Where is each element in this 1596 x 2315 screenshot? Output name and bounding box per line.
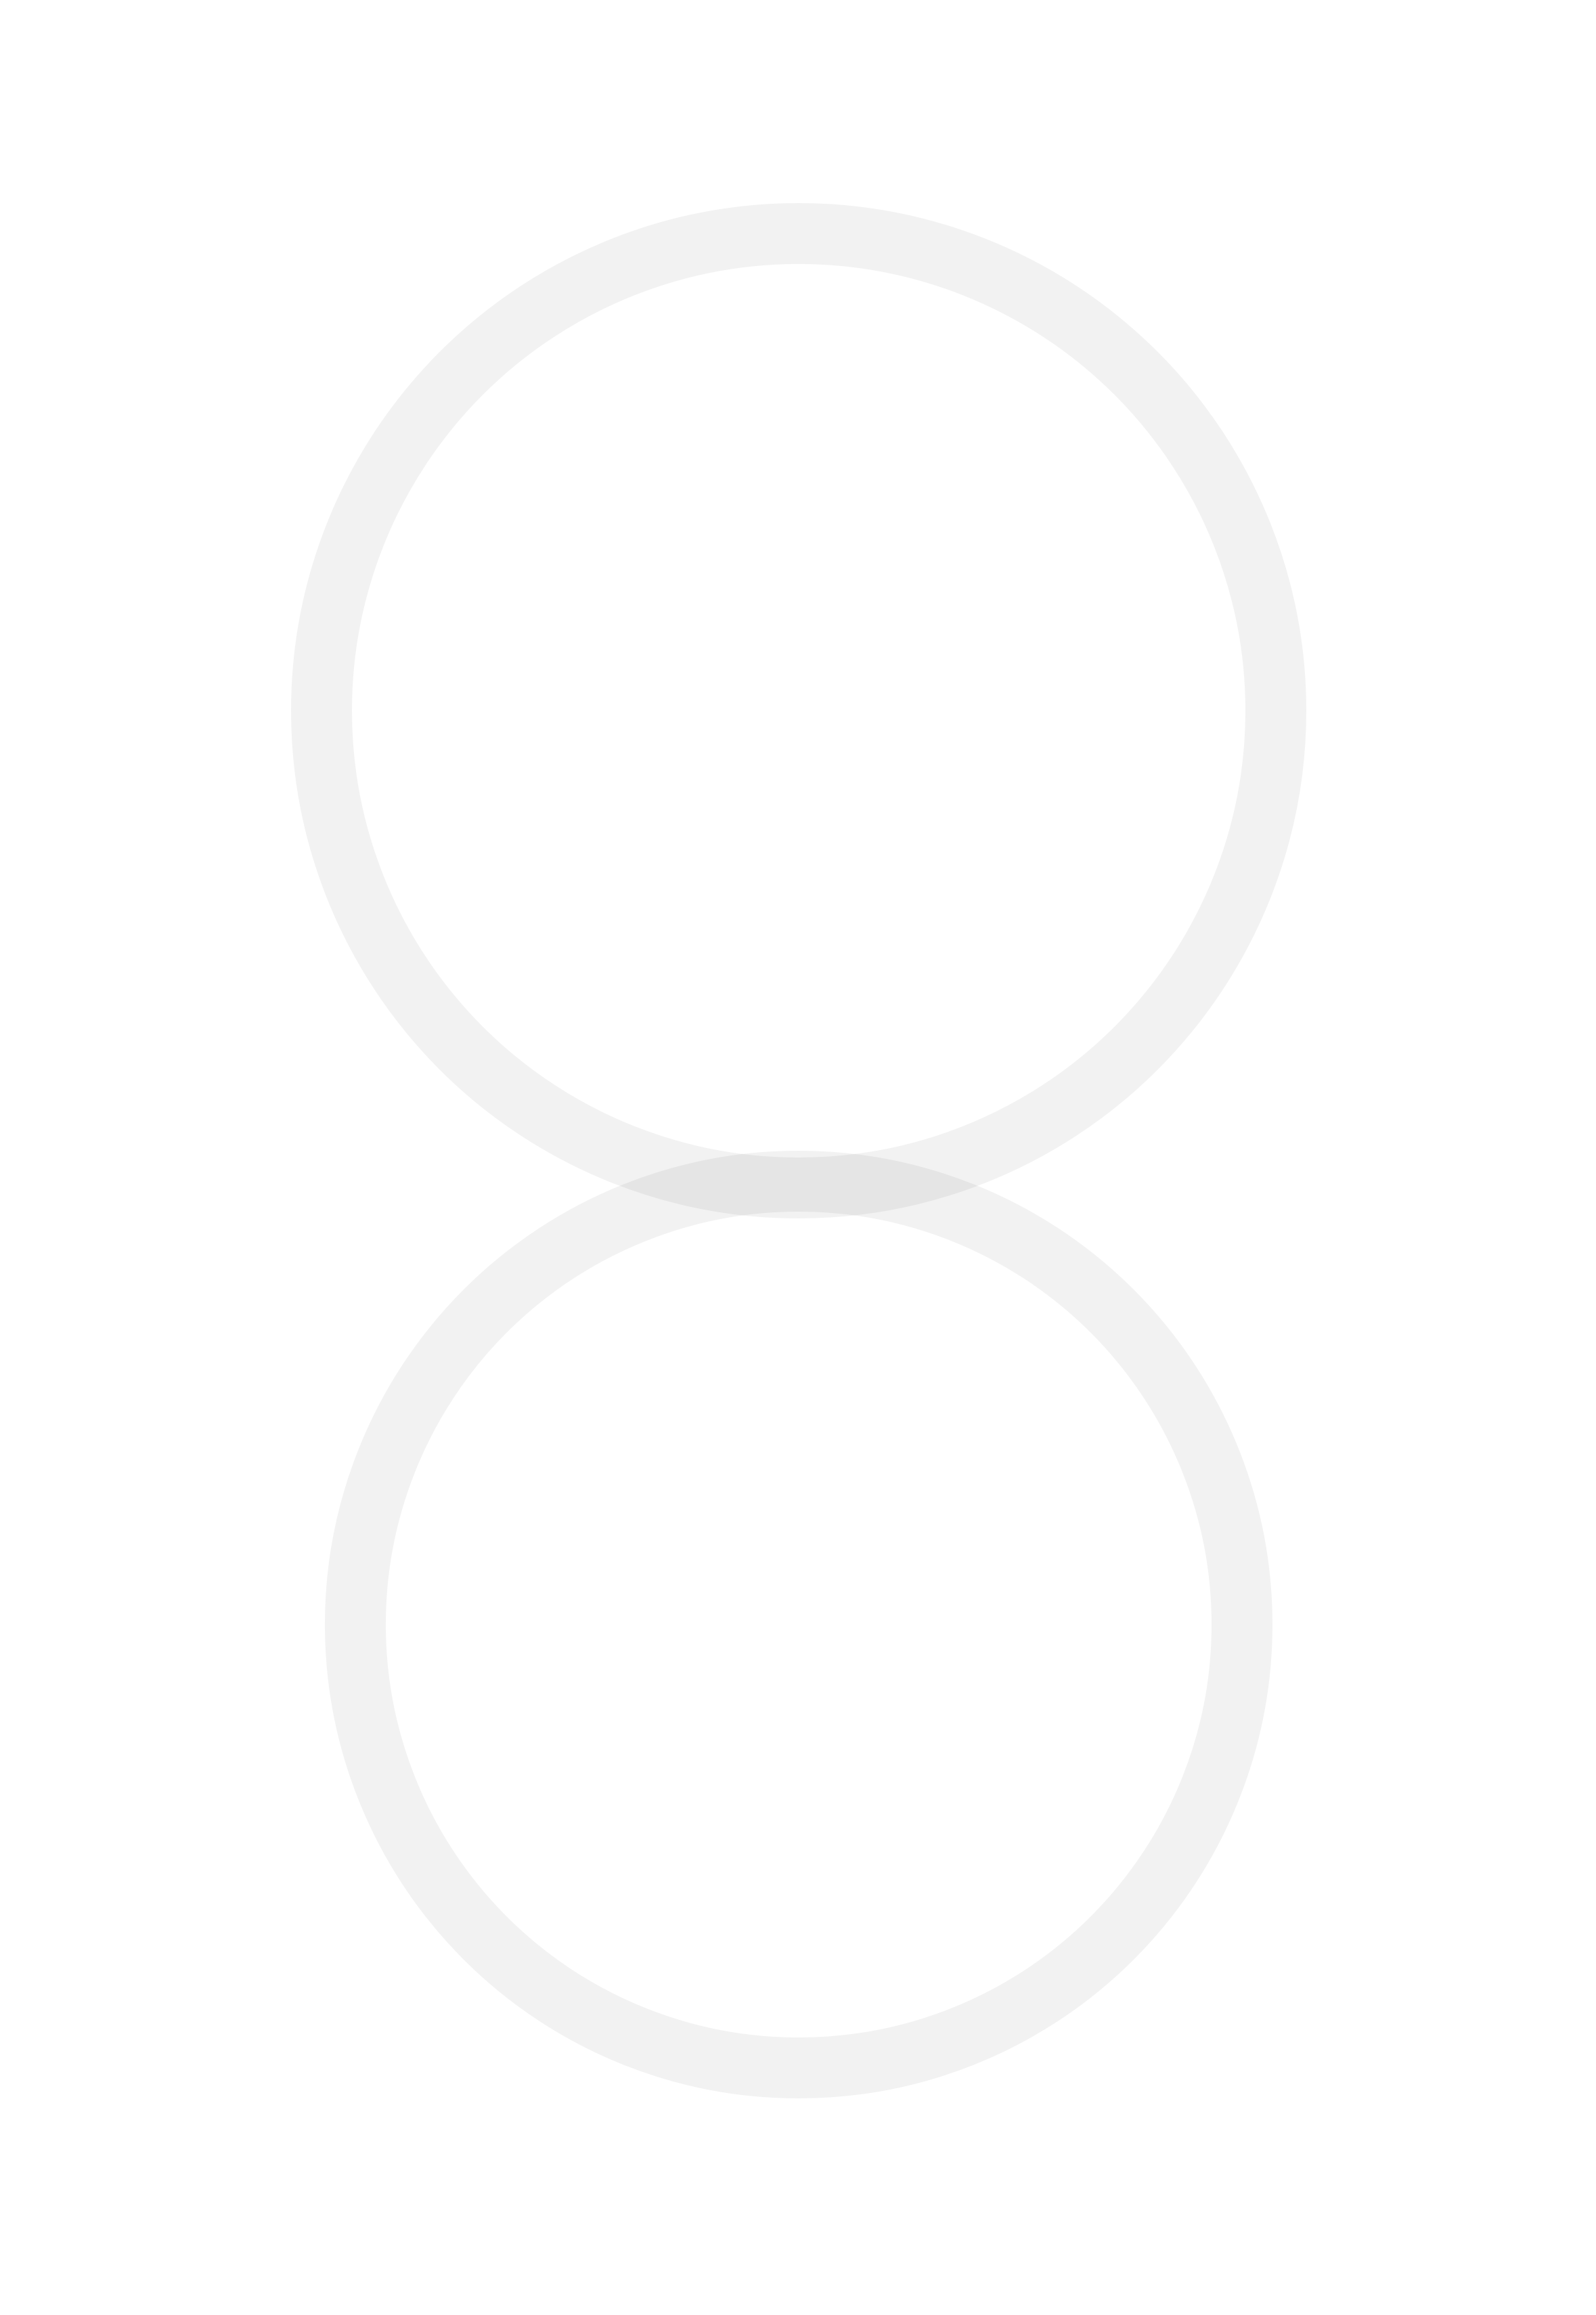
bottom-panels bbox=[32, 1251, 1564, 2266]
top-panels bbox=[32, 130, 1564, 1105]
